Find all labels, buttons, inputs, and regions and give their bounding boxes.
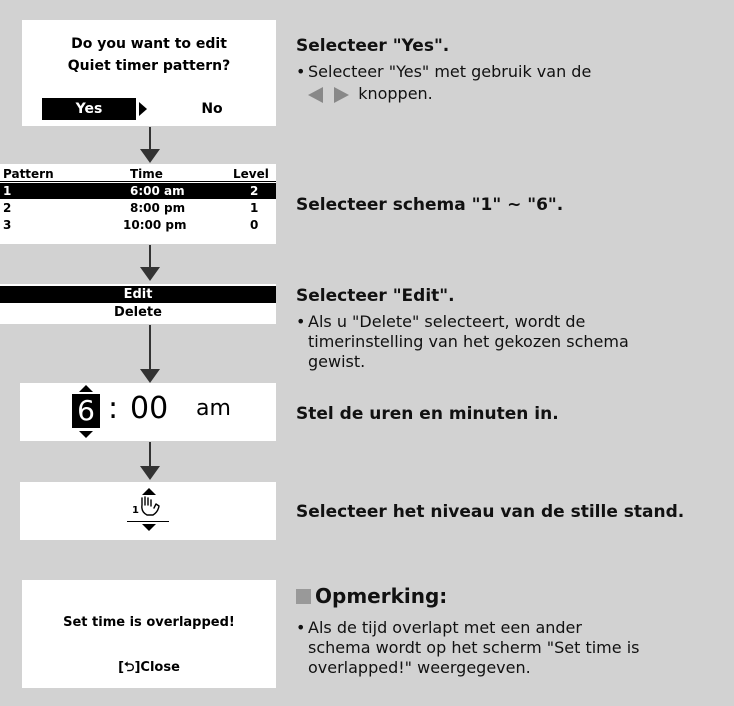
- hand-level-icon: [138, 495, 164, 519]
- edit-menu-item[interactable]: Edit: [0, 286, 276, 303]
- yes-button[interactable]: [42, 98, 136, 120]
- level-underline: [127, 521, 169, 522]
- note-text: • Als de tijd overlapt met een ander schema wordt op het scherm "Set time is overlapped!" weergegeven.: [296, 618, 640, 677]
- pattern-number: 1: [3, 184, 12, 198]
- column-pattern-header: Pattern: [3, 167, 54, 181]
- pattern-time: 6:00 am: [130, 184, 185, 198]
- level-value: 1: [132, 505, 139, 516]
- triangle-right-icon: [334, 87, 349, 103]
- hour-up-arrow-icon[interactable]: [79, 385, 93, 392]
- pattern-time: 10:00 pm: [123, 218, 187, 232]
- flow-arrow-4: [140, 442, 160, 480]
- ampm-field[interactable]: am: [196, 396, 231, 421]
- edit-confirm-dialog: [22, 20, 276, 126]
- pattern-number: 3: [3, 218, 12, 232]
- hour-field[interactable]: 6: [72, 394, 100, 428]
- flow-arrow-1: [140, 127, 160, 163]
- step1-instruction: • Selecteer "Yes" met gebruik van de knoppen.: [296, 62, 592, 103]
- step4-heading: Stel de uren en minuten in.: [296, 404, 559, 424]
- close-button-label: Close: [140, 660, 180, 675]
- close-button[interactable]: [22, 658, 276, 680]
- step3-instruction: • Als u "Delete" selecteert, wordt de timerinstelling van het gekozen schema gewist.: [296, 312, 629, 371]
- back-icon: [⮌]: [118, 660, 141, 675]
- dialog-question-line1: Do you want to edit: [71, 36, 227, 52]
- note-text-line2: schema wordt op het scherm "Set time is: [308, 638, 640, 657]
- quiet-level-screen: [20, 482, 276, 540]
- level-up-arrow-icon[interactable]: [142, 488, 156, 495]
- step3-instruction-line2: timerinstelling van het gekozen schema: [308, 332, 629, 351]
- step5-heading: Selecteer het niveau van de stille stand.: [296, 502, 685, 522]
- triangle-right-icon: [139, 102, 147, 116]
- time-colon: :: [108, 391, 119, 426]
- note-heading-text: Opmerking:: [315, 584, 448, 608]
- step3-heading: Selecteer "Edit".: [296, 286, 455, 306]
- column-time-header: Time: [130, 167, 163, 181]
- note-text-line3: overlapped!" weergegeven.: [308, 658, 531, 677]
- pattern-level: 0: [250, 218, 259, 232]
- hour-down-arrow-icon[interactable]: [79, 431, 93, 438]
- flow-arrow-2: [140, 245, 160, 281]
- step1-instruction-line1: Selecteer "Yes" met gebruik van de: [308, 62, 592, 81]
- pattern-time: 8:00 pm: [130, 201, 186, 215]
- note-text-line1: Als de tijd overlapt met een ander: [308, 618, 582, 637]
- level-down-arrow-icon[interactable]: [142, 524, 156, 531]
- flow-arrow-3: [140, 325, 160, 383]
- overlap-warning-message: Set time is overlapped!: [63, 615, 235, 630]
- edit-delete-menu: [0, 284, 276, 324]
- overlap-warning-dialog: [22, 580, 276, 688]
- pattern-list: [0, 164, 276, 244]
- square-bullet-icon: [296, 589, 311, 604]
- step1-heading: Selecteer "Yes".: [296, 36, 450, 56]
- note-heading: [296, 584, 447, 608]
- yes-button-label: Yes: [75, 101, 103, 117]
- delete-menu-item[interactable]: Delete: [114, 305, 162, 320]
- pattern-list-header: [0, 166, 276, 182]
- pattern-row[interactable]: [0, 183, 276, 199]
- column-level-header: Level: [233, 167, 269, 181]
- pattern-level: 2: [250, 184, 259, 198]
- step1-instruction-line2: knoppen.: [358, 84, 433, 103]
- step3-instruction-line3: gewist.: [308, 352, 366, 371]
- pattern-row[interactable]: [0, 200, 276, 216]
- time-setting-screen: [20, 383, 276, 441]
- dialog-question-line2: Quiet timer pattern?: [67, 58, 231, 74]
- step3-instruction-line1: Als u "Delete" selecteert, wordt de: [308, 312, 586, 331]
- pattern-number: 2: [3, 201, 12, 215]
- pattern-level: 1: [250, 201, 259, 215]
- triangle-left-icon: [308, 87, 323, 103]
- no-button[interactable]: No: [201, 101, 223, 117]
- pattern-row[interactable]: [0, 217, 276, 233]
- step2-heading: Selecteer schema "1" ~ "6".: [296, 195, 564, 215]
- minutes-field[interactable]: 00: [130, 391, 169, 426]
